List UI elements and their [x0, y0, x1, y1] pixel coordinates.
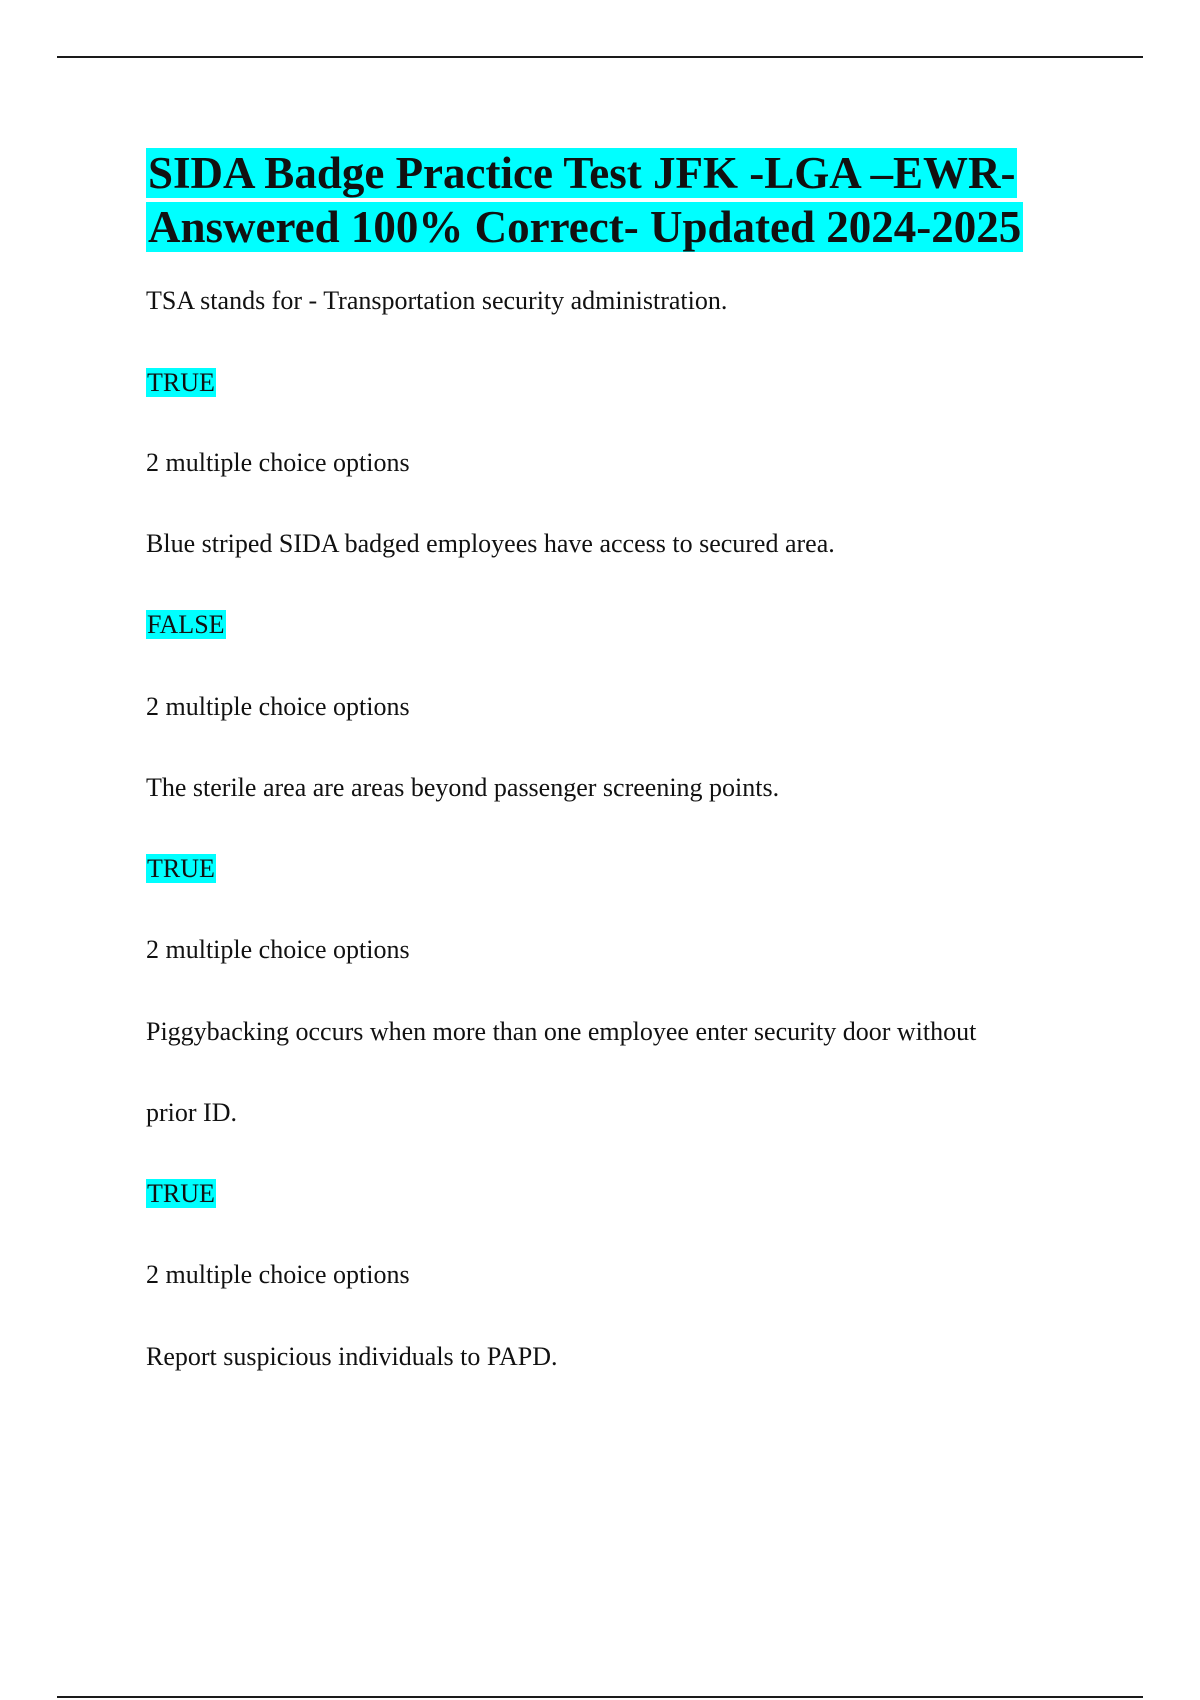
options-1: 2 multiple choice options	[146, 448, 410, 477]
question-4-line-1: Piggybacking occurs when more than one employee enter security door without	[146, 1017, 977, 1046]
answer-3	[146, 852, 216, 886]
document-body	[146, 146, 1106, 1371]
answer-1-text: TRUE	[147, 368, 215, 397]
options-2: 2 multiple choice options	[146, 692, 410, 721]
options-4: 2 multiple choice options	[146, 1260, 410, 1289]
answer-2-text: FALSE	[147, 610, 225, 639]
top-rule	[57, 56, 1143, 58]
question-5: Report suspicious individuals to PAPD.	[146, 1342, 558, 1371]
title-line-2: Answered 100% Correct- Updated 2024-2025	[148, 202, 1022, 252]
question-2: Blue striped SIDA badged employees have access to secured area.	[146, 529, 835, 558]
options-3: 2 multiple choice options	[146, 935, 410, 964]
answer-3-text: TRUE	[147, 854, 215, 883]
bottom-rule	[57, 1696, 1143, 1698]
document-title	[146, 146, 1106, 254]
answer-4	[146, 1177, 216, 1211]
answer-2	[146, 608, 226, 642]
title-line-1: SIDA Badge Practice Test JFK -LGA –EWR-	[148, 148, 1016, 198]
question-3: The sterile area are areas beyond passenger screening points.	[146, 773, 780, 802]
question-4-line-2: prior ID.	[146, 1098, 237, 1127]
answer-1	[146, 366, 216, 400]
question-1: TSA stands for - Transportation security administration.	[146, 286, 728, 315]
answer-4-text: TRUE	[147, 1179, 215, 1208]
